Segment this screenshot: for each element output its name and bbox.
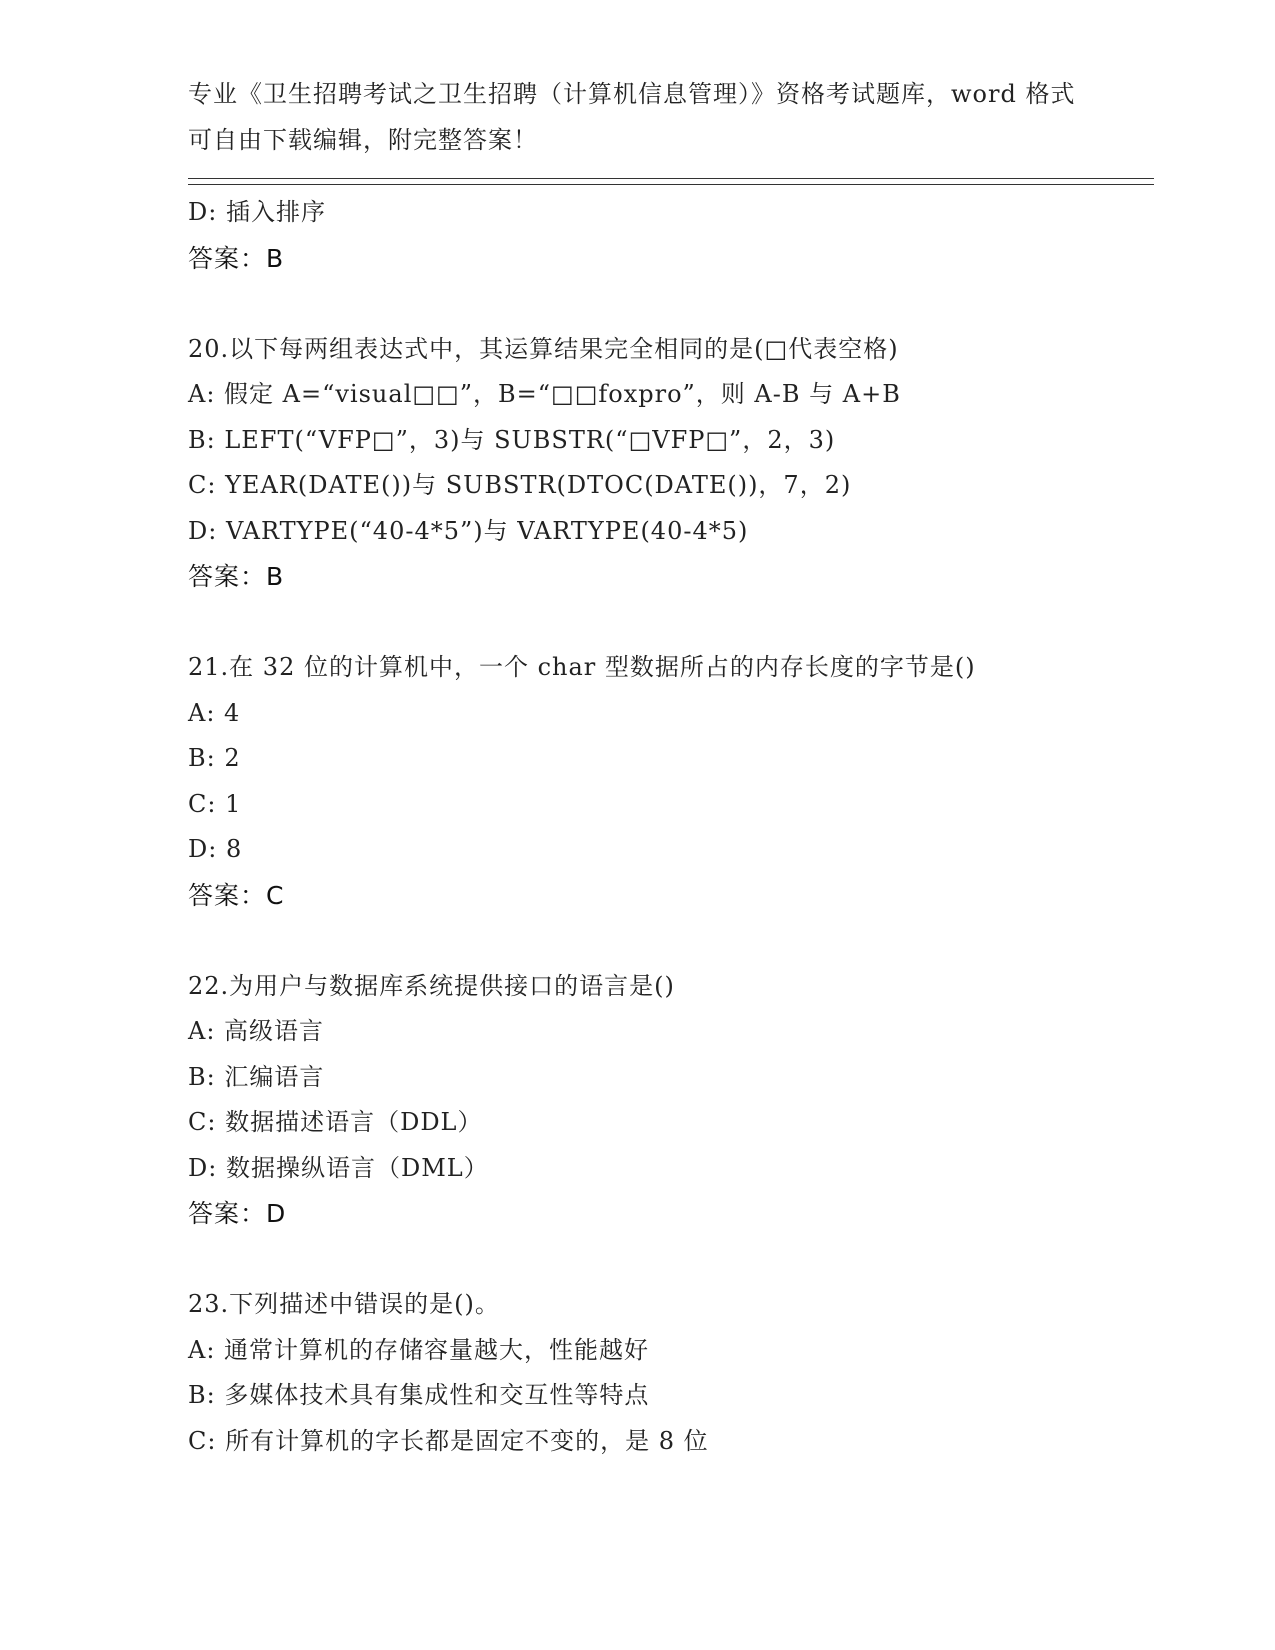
option-c: C: YEAR(DATE())与 SUBSTR(DTOC(DATE())，7，2) xyxy=(188,471,852,499)
option-c: C: 数据描述语言（DDL） xyxy=(188,1108,483,1136)
spacer xyxy=(188,1237,1168,1283)
header-divider-bottom xyxy=(188,184,1154,185)
option-d: D: 数据操纵语言（DML） xyxy=(188,1153,489,1182)
question-stem: 20.以下每两组表达式中，其运算结果完全相同的是(□代表空格) xyxy=(188,334,899,363)
question-stem: 23.下列描述中错误的是()。 xyxy=(188,1290,500,1318)
header-divider-top xyxy=(188,178,1154,179)
question-23 xyxy=(188,1282,1168,1464)
question-stem: 21.在 32 位的计算机中，一个 char 型数据所占的内存长度的字节是() xyxy=(188,653,976,681)
question-stem: 22.为用户与数据库系统提供接口的语言是() xyxy=(188,971,675,1000)
question-22 xyxy=(188,964,1168,1237)
option-c: C: 1 xyxy=(188,789,242,818)
option-b: B: 汇编语言 xyxy=(188,1062,325,1091)
option-a: A: 高级语言 xyxy=(188,1017,325,1045)
option-b: B: 2 xyxy=(188,744,241,772)
option-a: A: 通常计算机的存储容量越大，性能越好 xyxy=(188,1335,650,1364)
option-b: B: 多媒体技术具有集成性和交互性等特点 xyxy=(188,1381,650,1409)
prev-option-d: D: 插入排序 xyxy=(188,198,326,226)
spacer xyxy=(188,918,1168,964)
header-line-2: 可自由下载编辑，附完整答案！ xyxy=(188,125,538,154)
prev-answer: 答案：B xyxy=(188,243,285,273)
answer: 答案：B xyxy=(188,562,285,591)
answer: 答案：C xyxy=(188,880,285,910)
option-d: D: 8 xyxy=(188,835,243,863)
spacer xyxy=(188,281,1168,327)
option-c: C: 所有计算机的字长都是固定不变的，是 8 位 xyxy=(188,1426,709,1455)
question-21 xyxy=(188,645,1168,918)
option-a: A: 假定 A=“visual□□”，B=“□□foxpro”，则 A-B 与 A+B xyxy=(188,380,901,408)
spacer xyxy=(188,600,1168,646)
question-list xyxy=(188,190,1168,1464)
option-d: D: VARTYPE(“40-4*5”)与 VARTYPE(40-4*5) xyxy=(188,516,749,545)
document-header xyxy=(188,72,1088,163)
answer: 答案：D xyxy=(188,1199,287,1228)
option-b: B: LEFT(“VFP□”，3)与 SUBSTR(“□VFP□”，2，3) xyxy=(188,425,836,454)
option-a: A: 4 xyxy=(188,698,241,727)
question-20 xyxy=(188,327,1168,600)
header-line-1: 专业《卫生招聘考试之卫生招聘（计算机信息管理）》资格考试题库，word 格式 xyxy=(188,80,1076,108)
